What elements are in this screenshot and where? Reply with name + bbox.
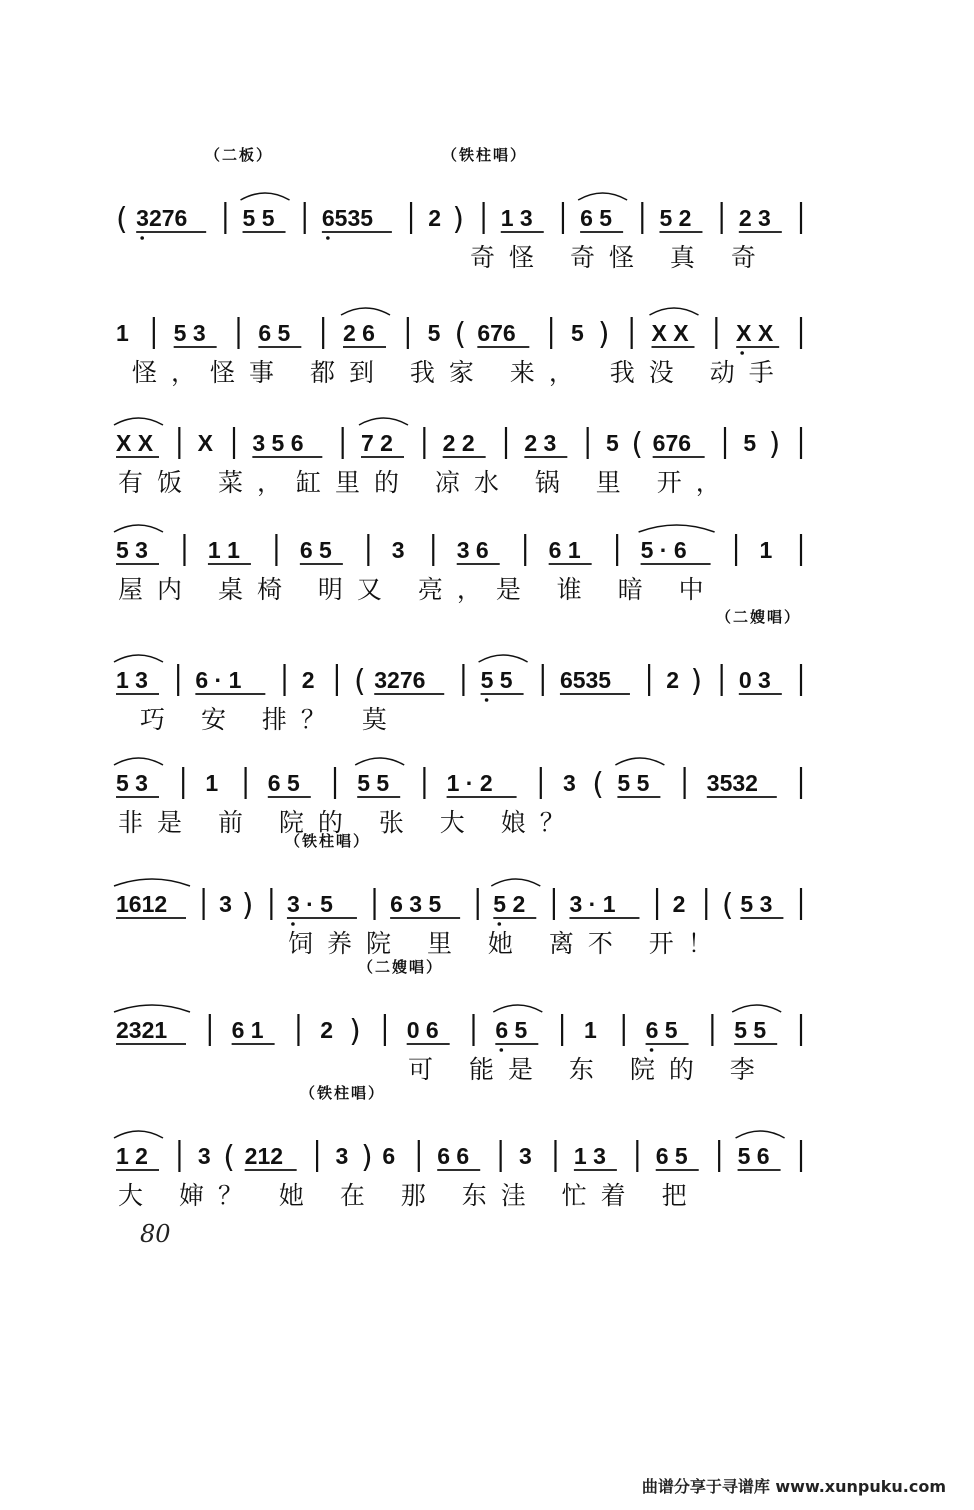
slur-arc [114,525,163,532]
phrase-bracket: ) [690,664,703,699]
note-group: 5 3 [173,320,206,346]
slur-arc [114,1005,190,1012]
lyric-line-1: 奇怪 奇怪 真 奇 [470,243,770,272]
note-group: 5 2 [659,205,692,231]
note-group: 5 [427,320,441,346]
note-group: 3 [519,1143,532,1169]
phrase-bracket: ( [116,202,128,237]
singer-marking-ersao: （二嫂唱） [716,608,802,626]
lyric-line-8: 可 能是 东 院的 李 [408,1055,769,1084]
slur-arc [359,418,408,425]
note-group: 2 3 [524,430,557,456]
note-group: 5 5 [734,1017,767,1043]
note-group: 5 5 [480,667,513,693]
note-group: 1 [759,537,773,563]
lyric-line-7: 饲养院 里 她 离不 开！ [288,929,727,958]
note-group: 6 5 [655,1143,688,1169]
phrase-bracket: ( [721,888,734,923]
note-group: 3 · 5 [286,891,333,917]
note-group: X X [736,320,774,346]
slur-arc [639,525,715,532]
note-group: X [197,430,214,456]
note-group: 1 [205,770,219,796]
note-group: 676 [652,430,692,456]
note-group: 6 · 1 [195,667,242,693]
note-group: 2 3 [738,205,771,231]
lyric-line-6: 非是 前 院的 张 大 娘？ [118,808,579,837]
note-group: 1 3 [573,1143,606,1169]
slur-arc [114,1131,163,1138]
singer-marking-ersao-2: （二嫂唱） [358,958,444,976]
note-group: 3 [197,1143,211,1169]
note-group: 6535 [559,667,612,693]
note-group: 6 3 5 [390,891,442,917]
note-group: 6 [382,1143,396,1169]
octave-dot [140,236,144,240]
singer-marking-tiezhu-2: （铁柱唱） [285,832,371,850]
note-group: 2 6 [343,320,375,346]
slur-arc [341,308,390,315]
phrase-bracket: ( [223,1140,235,1175]
slur-arc [491,879,540,886]
note-group: 5 6 [737,1143,770,1169]
note-group: 3 [391,537,405,563]
score-system-2 [0,305,974,415]
singer-marking-tiezhu: （铁柱唱） [442,146,528,164]
note-group: 5 3 [740,891,773,917]
site-watermark: 曲谱分享于寻谱库 www.xunpuku.com [641,1477,946,1496]
note-group: 6 5 [258,320,291,346]
phrase-bracket: ) [360,1140,373,1175]
lyric-line-2: 怪，怪事 都到 我家 来， 我没 动手 [132,358,788,387]
note-group: 3 [335,1143,349,1169]
score-system-1 [0,146,974,300]
lyric-line-5: 巧 安 排？ 莫 [140,705,401,734]
note-group: 3276 [136,205,188,231]
slur-arc [615,758,664,765]
lyric-line-4: 屋内 桌椅 明又 亮，是 谁 暗 中 [118,575,718,604]
note-group: 1 [583,1017,597,1043]
slur-arc [736,1131,785,1138]
note-group: 3532 [706,770,758,796]
note-group: 3 [219,891,232,917]
phrase-bracket: ) [768,427,781,462]
score-system-4 [0,522,974,632]
note-group: 6535 [321,205,374,231]
note-group: 3 [563,770,576,796]
note-group: 5 [743,430,757,456]
octave-dot [326,236,330,240]
slur-arc [241,193,290,200]
note-group: 5 [571,320,584,346]
note-group: 3 · 1 [569,891,616,917]
phrase-bracket: ) [597,317,610,352]
note-group: 5 5 [357,770,390,796]
score-system-6 [0,755,974,865]
note-group: 676 [477,320,516,346]
singer-marking-tiezhu-3: （铁柱唱） [300,1084,386,1102]
lyric-line-3: 有饭 菜，缸里的 凉水 锅 里 开， [118,468,735,497]
slur-arc [114,758,163,765]
lyric-line-9: 大 婶？ 她 在 那 东洼 忙着 把 [118,1181,701,1210]
slur-arc [493,1005,542,1012]
note-group: X X [651,320,689,346]
octave-dot [485,698,489,702]
phrase-bracket: ( [631,427,644,462]
note-group: 6 6 [437,1143,470,1169]
note-group: 6 5 [495,1017,528,1043]
note-group: 2 [666,667,680,693]
score-system-7 [0,832,974,986]
score-system-5 [0,608,974,762]
note-group: 5 3 [116,770,148,796]
score-system-3 [0,415,974,525]
note-group: 5 5 [242,205,275,231]
note-group: 1 2 [116,1143,148,1169]
note-group: 2 [672,891,686,917]
note-group: 0 6 [406,1017,439,1043]
note-group: 2 [428,205,442,231]
note-group: 3 6 [456,537,489,563]
note-group: 1 · 2 [446,770,493,796]
phrase-bracket: ) [241,888,254,923]
note-group: 7 2 [361,430,393,456]
section-marking-erban: （二板） [205,146,274,164]
note-group: 1 3 [116,667,148,693]
note-group: 5 [606,430,619,456]
slur-arc [578,193,627,200]
note-group: 2321 [116,1017,168,1043]
phrase-bracket: ( [592,767,604,802]
note-group: 6 5 [299,537,332,563]
note-group: 1 1 [207,537,240,563]
note-group: 6 5 [580,205,613,231]
note-group: 5 5 [617,770,650,796]
note-group: 1612 [116,891,168,917]
slur-arc [732,1005,781,1012]
slur-arc [114,879,190,886]
note-group: 5 2 [493,891,526,917]
phrase-bracket: ( [454,317,467,352]
note-group: 6 5 [267,770,300,796]
slur-arc [114,418,163,425]
page-number: 80 [140,1220,171,1248]
phrase-bracket: ) [349,1014,361,1049]
note-group: 3276 [374,667,426,693]
note-group: 6 1 [548,537,581,563]
note-group: 6 5 [645,1017,678,1043]
note-group: 2 [301,667,315,693]
slur-arc [650,308,699,315]
slur-arc [479,655,528,662]
score-system-8 [0,958,974,1112]
note-group: 2 2 [442,430,475,456]
note-group: 3 5 6 [252,430,304,456]
note-group: 0 3 [738,667,771,693]
phrase-bracket: ( [354,664,366,699]
note-group: 1 [116,320,129,346]
note-group: X X [116,430,154,456]
note-group: 212 [244,1143,284,1169]
note-group: 5 · 6 [640,537,687,563]
phrase-bracket: ) [452,202,465,237]
note-group: 5 3 [116,537,148,563]
note-group: 1 3 [500,205,533,231]
slur-arc [114,655,163,662]
slur-arc [355,758,404,765]
note-group: 2 [320,1017,334,1043]
note-group: 6 1 [231,1017,264,1043]
